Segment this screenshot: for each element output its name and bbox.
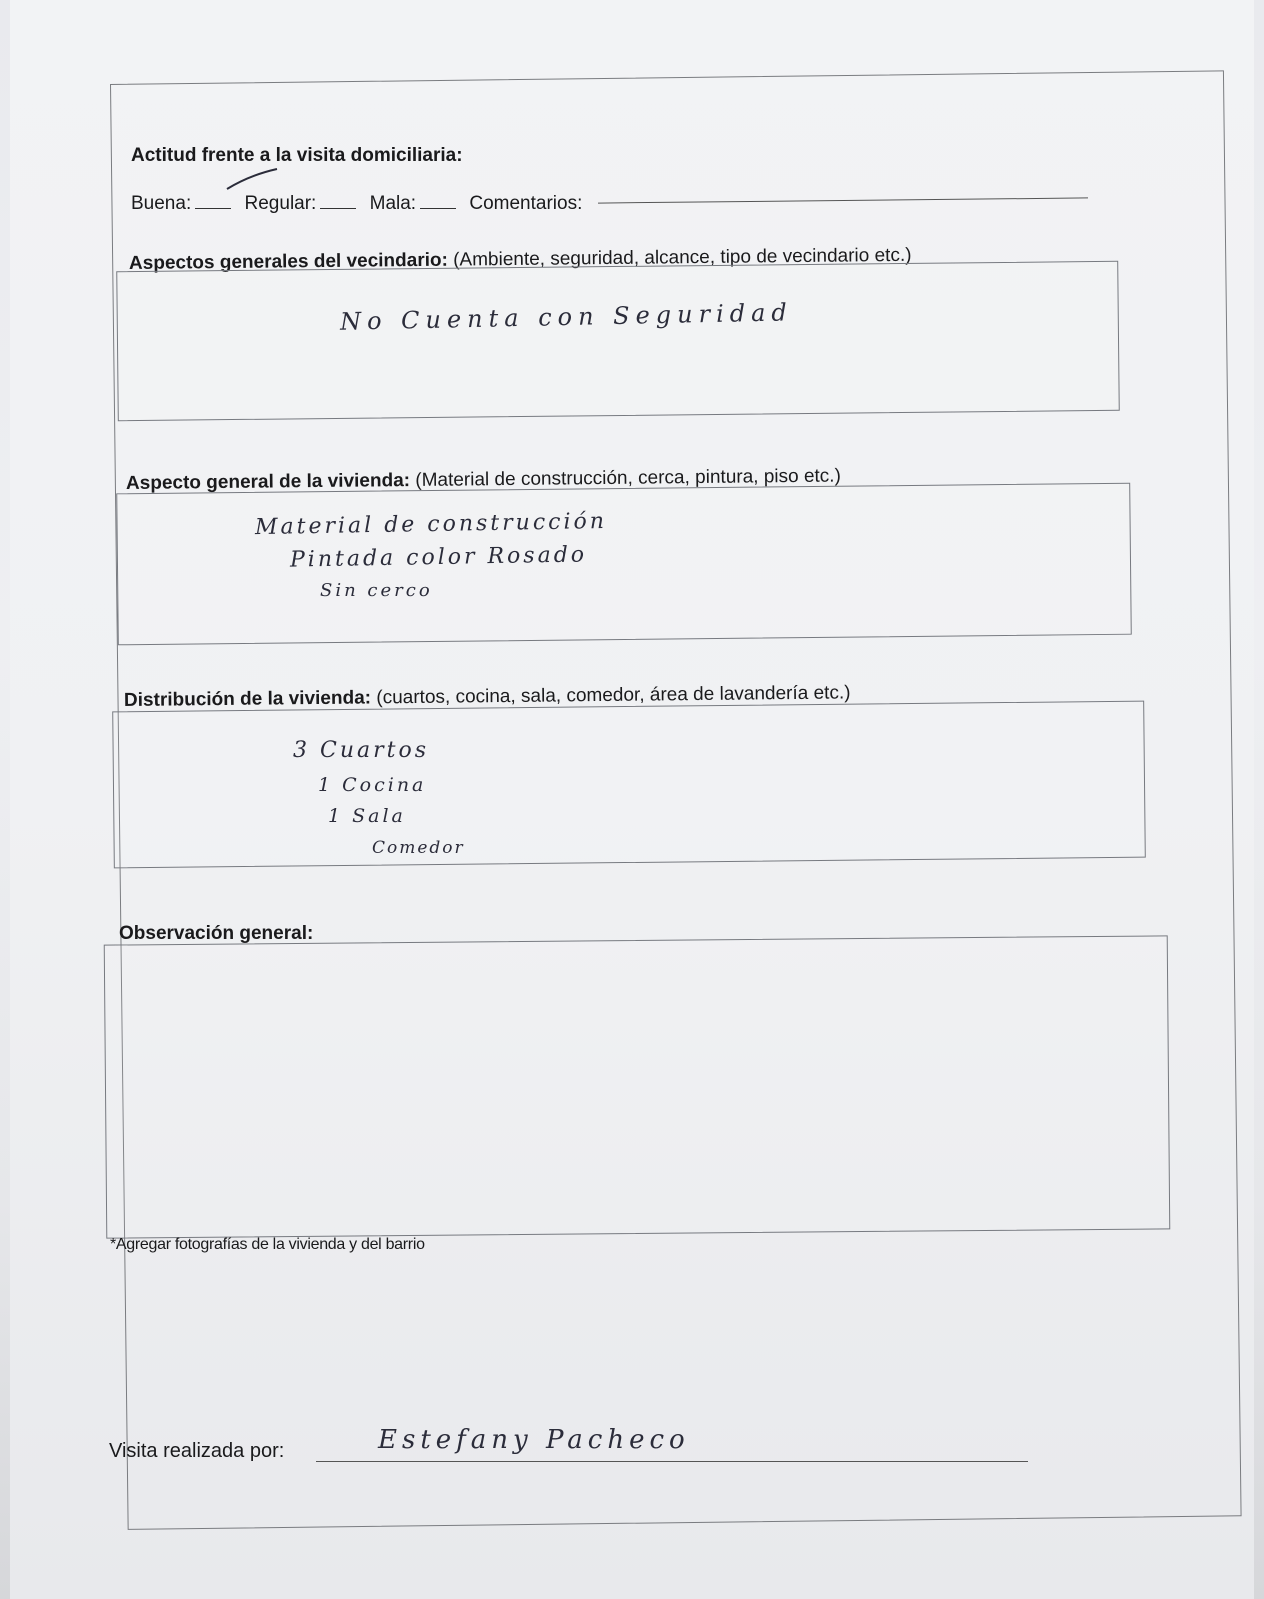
neighborhood-answer: No Cuenta con Seguridad [339,298,794,336]
check-mark-icon [225,165,285,195]
attitude-options-row [131,193,582,215]
visit-label: Visita realizada por: [109,1440,285,1462]
option-buena-label: Buena: [131,193,192,214]
photo-note: *Agregar fotografías de la vivienda y del barrio [110,1236,425,1253]
housing-answer-line-1: Material de construcción [254,508,608,541]
attitude-title: Actitud frente a la visita domiciliaria: [131,145,463,166]
distribution-box[interactable] [112,701,1146,869]
housing-answer-line-3: Sin cerco [320,580,433,601]
distribution-answer-line-2: 1 Cocina [318,774,427,796]
neighborhood-hint: (Ambiente, seguridad, alcance, tipo de vecindario etc.) [453,244,912,271]
observation-title: Observación general: [119,923,314,944]
neighborhood-title: Aspectos generales del vecindario: [128,249,448,274]
option-regular-blank[interactable] [320,208,356,209]
distribution-title: Distribución de la vivienda: [123,687,372,711]
distribution-answer-line-4: Comedor [372,838,465,858]
visit-name: Estefany Pacheco [378,1425,690,1455]
neighborhood-box[interactable] [116,261,1120,421]
distribution-answer-line-3: 1 Sala [328,805,406,827]
housing-box[interactable] [116,483,1132,646]
visit-signature-line[interactable] [316,1461,1028,1462]
option-comentarios-label: Comentarios: [469,193,583,214]
housing-title: Aspecto general de la vivienda: [125,470,411,494]
option-buena-blank[interactable] [195,208,231,209]
distribution-answer-line-1: 3 Cuartos [293,738,430,763]
housing-answer-line-2: Pintada color Rosado [289,542,588,573]
housing-hint: (Material de construcción, cerca, pintura, piso etc.) [415,465,841,491]
option-mala-label: Mala: [369,193,417,214]
distribution-hint: (cuartos, cocina, sala, comedor, área de lavandería etc.) [376,682,851,709]
option-regular-label: Regular: [244,193,317,214]
option-mala-blank[interactable] [420,208,456,209]
observation-box[interactable] [104,935,1171,1238]
